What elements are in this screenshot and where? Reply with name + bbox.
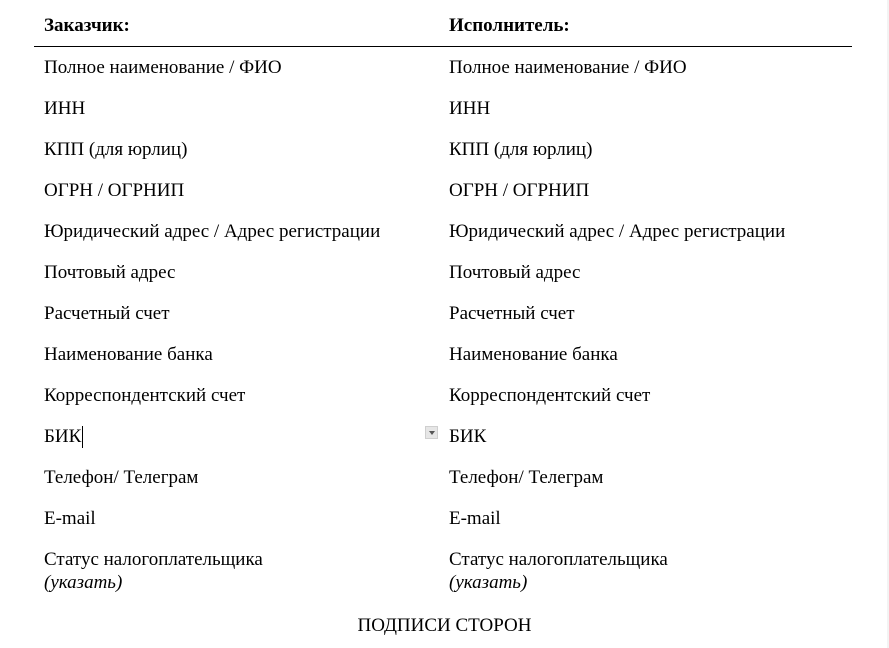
customer-email-cell[interactable]: E-mail [44, 508, 96, 529]
contractor-postal-address-cell[interactable]: Почтовый адрес [449, 262, 581, 283]
contractor-phone-cell[interactable]: Телефон/ Телеграм [449, 467, 604, 488]
table-row [34, 211, 852, 252]
customer-postal-address-cell[interactable]: Почтовый адрес [44, 262, 176, 283]
customer-tax-status-cell[interactable] [44, 549, 263, 595]
table-row [34, 88, 852, 129]
contractor-legal-address-cell[interactable]: Юридический адрес / Адрес регистрации [449, 221, 786, 242]
customer-corr-account-cell[interactable]: Корреспондентский счет [44, 385, 246, 406]
table-row [34, 293, 852, 334]
customer-kpp-cell[interactable]: КПП (для юрлиц) [44, 139, 188, 160]
contractor-tax-status-cell[interactable] [449, 549, 668, 595]
contractor-corr-account-cell[interactable]: Корреспондентский счет [449, 385, 651, 406]
contractor-header: Исполнитель: [449, 15, 570, 36]
table-row [34, 539, 852, 599]
table-row [34, 129, 852, 170]
table-row [34, 498, 852, 539]
customer-bik-cell[interactable] [44, 426, 83, 448]
signatures-heading: ПОДПИСИ СТОРОН [357, 615, 532, 636]
table-row [34, 252, 852, 293]
contractor-bik-cell[interactable]: БИК [449, 426, 487, 447]
table-header-row [34, 0, 852, 47]
contractor-kpp-cell[interactable]: КПП (для юрлиц) [449, 139, 593, 160]
contractor-settlement-account-cell[interactable]: Расчетный счет [449, 303, 575, 324]
contractor-ogrn-cell[interactable]: ОГРН / ОГРНИП [449, 180, 590, 201]
requisites-table [34, 0, 852, 599]
contractor-bank-name-cell[interactable]: Наименование банка [449, 344, 618, 365]
text-cursor [82, 426, 83, 448]
customer-inn-cell[interactable]: ИНН [44, 98, 86, 119]
customer-bik-text: БИК [44, 426, 82, 447]
customer-tax-status-label: Статус налогоплательщика [44, 549, 263, 570]
contractor-email-cell[interactable]: E-mail [449, 508, 501, 529]
table-row [34, 457, 852, 498]
contractor-inn-cell[interactable]: ИНН [449, 98, 491, 119]
table-row [34, 47, 852, 88]
table-row [34, 170, 852, 211]
customer-phone-cell[interactable]: Телефон/ Телеграм [44, 467, 199, 488]
table-row [34, 375, 852, 416]
customer-bank-name-cell[interactable]: Наименование банка [44, 344, 213, 365]
customer-full-name-cell[interactable]: Полное наименование / ФИО [44, 57, 282, 78]
customer-settlement-account-cell[interactable]: Расчетный счет [44, 303, 170, 324]
customer-ogrn-cell[interactable]: ОГРН / ОГРНИП [44, 180, 185, 201]
contractor-tax-status-hint: (указать) [449, 572, 528, 593]
chevron-down-icon[interactable] [425, 426, 438, 439]
contractor-tax-status-label: Статус налогоплательщика [449, 549, 668, 570]
table-row [34, 416, 852, 457]
table-row [34, 334, 852, 375]
customer-header: Заказчик: [44, 15, 130, 36]
customer-legal-address-cell[interactable]: Юридический адрес / Адрес регистрации [44, 221, 381, 242]
customer-tax-status-hint: (указать) [44, 572, 123, 593]
contractor-full-name-cell[interactable]: Полное наименование / ФИО [449, 57, 687, 78]
